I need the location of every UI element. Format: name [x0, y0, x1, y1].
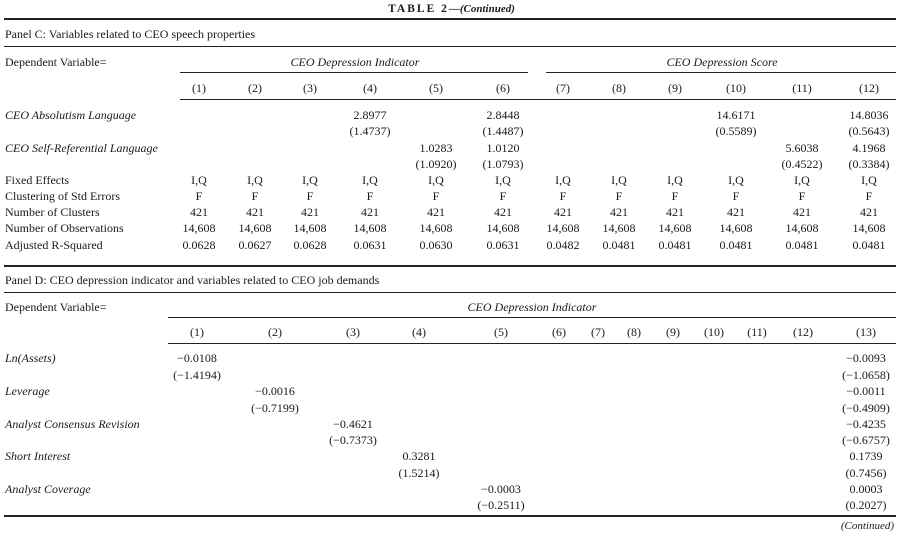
- panel-c-cell: 14,608: [486, 221, 520, 235]
- panel-c-cell: I,Q: [362, 173, 378, 187]
- panel-d-col-header: (10): [704, 325, 724, 339]
- panel-c-cell: I,Q: [428, 173, 444, 187]
- panel-c-cell: 0.0481: [785, 238, 819, 252]
- panel-c-cell: (1.4737): [349, 124, 391, 138]
- panel-c-cell: I,Q: [611, 173, 627, 187]
- panel-c-cell: 421: [246, 205, 264, 219]
- panel-c-cell: I,Q: [495, 173, 511, 187]
- panel-c-cell: 421: [793, 205, 811, 219]
- panel-c-cell: F: [366, 189, 374, 203]
- panel-c-row-label: CEO Self-Referential Language: [5, 141, 158, 155]
- panel-c-row-label: Number of Observations: [5, 221, 124, 235]
- panel-c-row-label: Adjusted R-Squared: [5, 238, 103, 252]
- panel-d-cell: −0.0016: [255, 384, 295, 398]
- panel-c-cell: I,Q: [247, 173, 263, 187]
- panel-c-col-header: (1): [192, 81, 206, 95]
- table-title: [0, 2, 903, 16]
- panel-c-col-header: (9): [668, 81, 682, 95]
- panel-d-col-header: (1): [190, 325, 204, 339]
- panel-d-cell: 0.3281: [402, 449, 436, 463]
- panel-d-cell: (−0.4909): [842, 401, 890, 415]
- panel-d-row-label: Analyst Coverage: [5, 482, 91, 496]
- panel-d-heading: Panel D: CEO depression indicator and variables related to CEO job demands: [5, 273, 380, 287]
- panel-c-col-header: (3): [303, 81, 317, 95]
- panel-c-cell: 14,608: [719, 221, 753, 235]
- panel-d-header-rule: [168, 343, 896, 344]
- panel-c-cell: F: [195, 189, 203, 203]
- panel-c-cell: (0.5643): [848, 124, 890, 138]
- panel-d-cell: (−1.4194): [173, 368, 221, 382]
- panel-d-cell: 0.0003: [849, 482, 883, 496]
- table-title-main: TABLE 2: [388, 3, 449, 15]
- panel-c-cell: F: [865, 189, 873, 203]
- panel-c-cell: 14,608: [602, 221, 636, 235]
- panel-c-cell: 421: [666, 205, 684, 219]
- panel-c-col-header: (5): [429, 81, 443, 95]
- panel-c-dependent-label: Dependent Variable=: [5, 55, 107, 69]
- panel-c-cell: 0.0630: [419, 238, 453, 252]
- panel-d-row-label: Analyst Consensus Revision: [5, 417, 140, 431]
- panel-c-header-rule: [180, 99, 896, 100]
- panel-d-cell: −0.0108: [177, 351, 217, 365]
- panel-c-group-depression-score: CEO Depression Score: [666, 55, 778, 69]
- panel-c-cell: 421: [361, 205, 379, 219]
- panel-c-cell: 14,608: [353, 221, 387, 235]
- panel-c-cell: 421: [860, 205, 878, 219]
- panel-c-cell: 421: [301, 205, 319, 219]
- table-title-suffix: —(Continued): [448, 3, 515, 15]
- panel-c-row-label: Number of Clusters: [5, 205, 100, 219]
- panel-d-col-header: (9): [666, 325, 680, 339]
- panel-c-cell: 4.1968: [852, 141, 886, 155]
- panel-d-cell: −0.4621: [333, 417, 373, 431]
- panel-c-cell: F: [306, 189, 314, 203]
- panel-d-row-label: Leverage: [5, 384, 50, 398]
- panel-d-cell: −0.0003: [481, 482, 521, 496]
- panel-c-cell: 421: [610, 205, 628, 219]
- panel-c-cell: 2.8977: [353, 108, 387, 122]
- panel-c-cell: 0.0631: [353, 238, 387, 252]
- panel-d-cell: (0.2027): [845, 498, 887, 512]
- panel-c-cell: 421: [554, 205, 572, 219]
- panel-c-cell: F: [671, 189, 679, 203]
- panel-c-col-header: (4): [363, 81, 377, 95]
- panel-c-cell: F: [798, 189, 806, 203]
- panel-d-col-header: (13): [856, 325, 876, 339]
- panel-c-cell: 14,608: [238, 221, 272, 235]
- panel-c-cell: (0.5589): [715, 124, 757, 138]
- panel-d-cell: 0.1739: [849, 449, 883, 463]
- panel-c-cell: 14.8036: [849, 108, 889, 122]
- panel-c-col-header: (8): [612, 81, 626, 95]
- panel-d-cell: −0.4235: [846, 417, 886, 431]
- panel-c-group2-span-line: [546, 72, 896, 73]
- panel-d-cell: (−0.7373): [329, 433, 377, 447]
- panel-c-col-header: (6): [496, 81, 510, 95]
- panel-c-cell: 14,608: [658, 221, 692, 235]
- panel-c-cell: (1.0920): [415, 157, 457, 171]
- panel-c-heading: Panel C: Variables related to CEO speech properties: [5, 27, 256, 41]
- panel-c-col-header: (7): [556, 81, 570, 95]
- panel-c-cell: 14,608: [785, 221, 819, 235]
- panel-c-col-header: (2): [248, 81, 262, 95]
- panel-c-cell: 421: [427, 205, 445, 219]
- panel-c-cell: 0.0481: [852, 238, 886, 252]
- panel-c-cell: 421: [727, 205, 745, 219]
- bottom-rule: [4, 515, 896, 517]
- panel-d-cell: −0.0011: [846, 384, 886, 398]
- panel-d-col-header: (11): [747, 325, 767, 339]
- continued-note: (Continued): [840, 520, 894, 532]
- panel-d-col-header: (7): [591, 325, 605, 339]
- panel-c-row-label: CEO Absolutism Language: [5, 108, 137, 122]
- panel-d-col-header: (4): [412, 325, 426, 339]
- panel-d-cell: (−1.0658): [842, 368, 890, 382]
- panel-c-col-header: (11): [792, 81, 812, 95]
- panel-c-cell: (1.0793): [482, 157, 524, 171]
- panel-c-cell: 14,608: [419, 221, 453, 235]
- panel-d-col-header: (6): [552, 325, 566, 339]
- panel-c-cell: (0.4522): [781, 157, 823, 171]
- panel-c-cell: 1.0120: [486, 141, 520, 155]
- panel-c-cell: 0.0481: [602, 238, 636, 252]
- panel-d-group-span-line: [168, 317, 896, 318]
- panel-c-cell: 421: [190, 205, 208, 219]
- panel-c-cell: 0.0481: [658, 238, 692, 252]
- panel-d-cell: (−0.6757): [842, 433, 890, 447]
- panel-c-cell: 14,608: [293, 221, 327, 235]
- panel-c-cell: I,Q: [794, 173, 810, 187]
- panel-d-cell: (1.5214): [398, 466, 440, 480]
- panel-c-cell: I,Q: [555, 173, 571, 187]
- panel-c-cell: F: [615, 189, 623, 203]
- panel-c-row-label: Fixed Effects: [5, 173, 70, 187]
- panel-d-col-header: (3): [346, 325, 360, 339]
- panel-c-cell: 0.0628: [182, 238, 216, 252]
- panel-d-col-header: (12): [793, 325, 813, 339]
- panel-d-col-header: (2): [268, 325, 282, 339]
- panel-c-group-depression-indicator: CEO Depression Indicator: [290, 55, 420, 69]
- panel-d-row-label: Short Interest: [5, 449, 71, 463]
- panel-c-rule: [4, 46, 896, 47]
- panel-d-cell: (0.7456): [845, 466, 887, 480]
- panel-d-group-depression-indicator: CEO Depression Indicator: [467, 300, 597, 314]
- panel-d-col-header: (8): [627, 325, 641, 339]
- panel-c-col-header: (12): [859, 81, 879, 95]
- panel-c-cell: 14,608: [852, 221, 886, 235]
- top-rule: [4, 18, 896, 20]
- panel-c-cell: F: [251, 189, 259, 203]
- panel-c-cell: I,Q: [728, 173, 744, 187]
- panel-c-col-header: (10): [726, 81, 746, 95]
- panel-c-cell: I,Q: [861, 173, 877, 187]
- panel-c-cell: 0.0482: [546, 238, 580, 252]
- panel-c-cell: 14.6171: [716, 108, 756, 122]
- panel-c-cell: F: [499, 189, 507, 203]
- panel-c-cell: (1.4487): [482, 124, 524, 138]
- panel-c-cell: (0.3384): [848, 157, 890, 171]
- panel-d-cell: (−0.7199): [251, 401, 299, 415]
- panel-d-row-label: Ln(Assets): [5, 351, 56, 365]
- panel-c-cell: 421: [494, 205, 512, 219]
- panel-c-bottom-rule: [4, 265, 896, 267]
- panel-c-row-label: Clustering of Std Errors: [5, 189, 120, 203]
- panel-c-cell: 0.0481: [719, 238, 753, 252]
- panel-c-cell: 0.0631: [486, 238, 520, 252]
- panel-c-cell: I,Q: [667, 173, 683, 187]
- panel-c-cell: 14,608: [182, 221, 216, 235]
- panel-c-cell: 1.0283: [419, 141, 453, 155]
- panel-c-group1-span-line: [180, 72, 528, 73]
- panel-c-cell: 2.8448: [486, 108, 520, 122]
- panel-c-cell: 0.0628: [293, 238, 327, 252]
- panel-c-cell: I,Q: [191, 173, 207, 187]
- panel-d-rule: [4, 292, 896, 293]
- panel-d-col-header: (5): [494, 325, 508, 339]
- panel-d-cell: −0.0093: [846, 351, 886, 365]
- panel-c-cell: F: [732, 189, 740, 203]
- panel-c-cell: 14,608: [546, 221, 580, 235]
- panel-c-cell: 0.0627: [238, 238, 272, 252]
- panel-c-cell: I,Q: [302, 173, 318, 187]
- panel-d-cell: (−0.2511): [477, 498, 525, 512]
- panel-c-cell: F: [559, 189, 567, 203]
- panel-c-cell: F: [432, 189, 440, 203]
- panel-c-cell: 5.6038: [785, 141, 819, 155]
- panel-d-dependent-label: Dependent Variable=: [5, 300, 107, 314]
